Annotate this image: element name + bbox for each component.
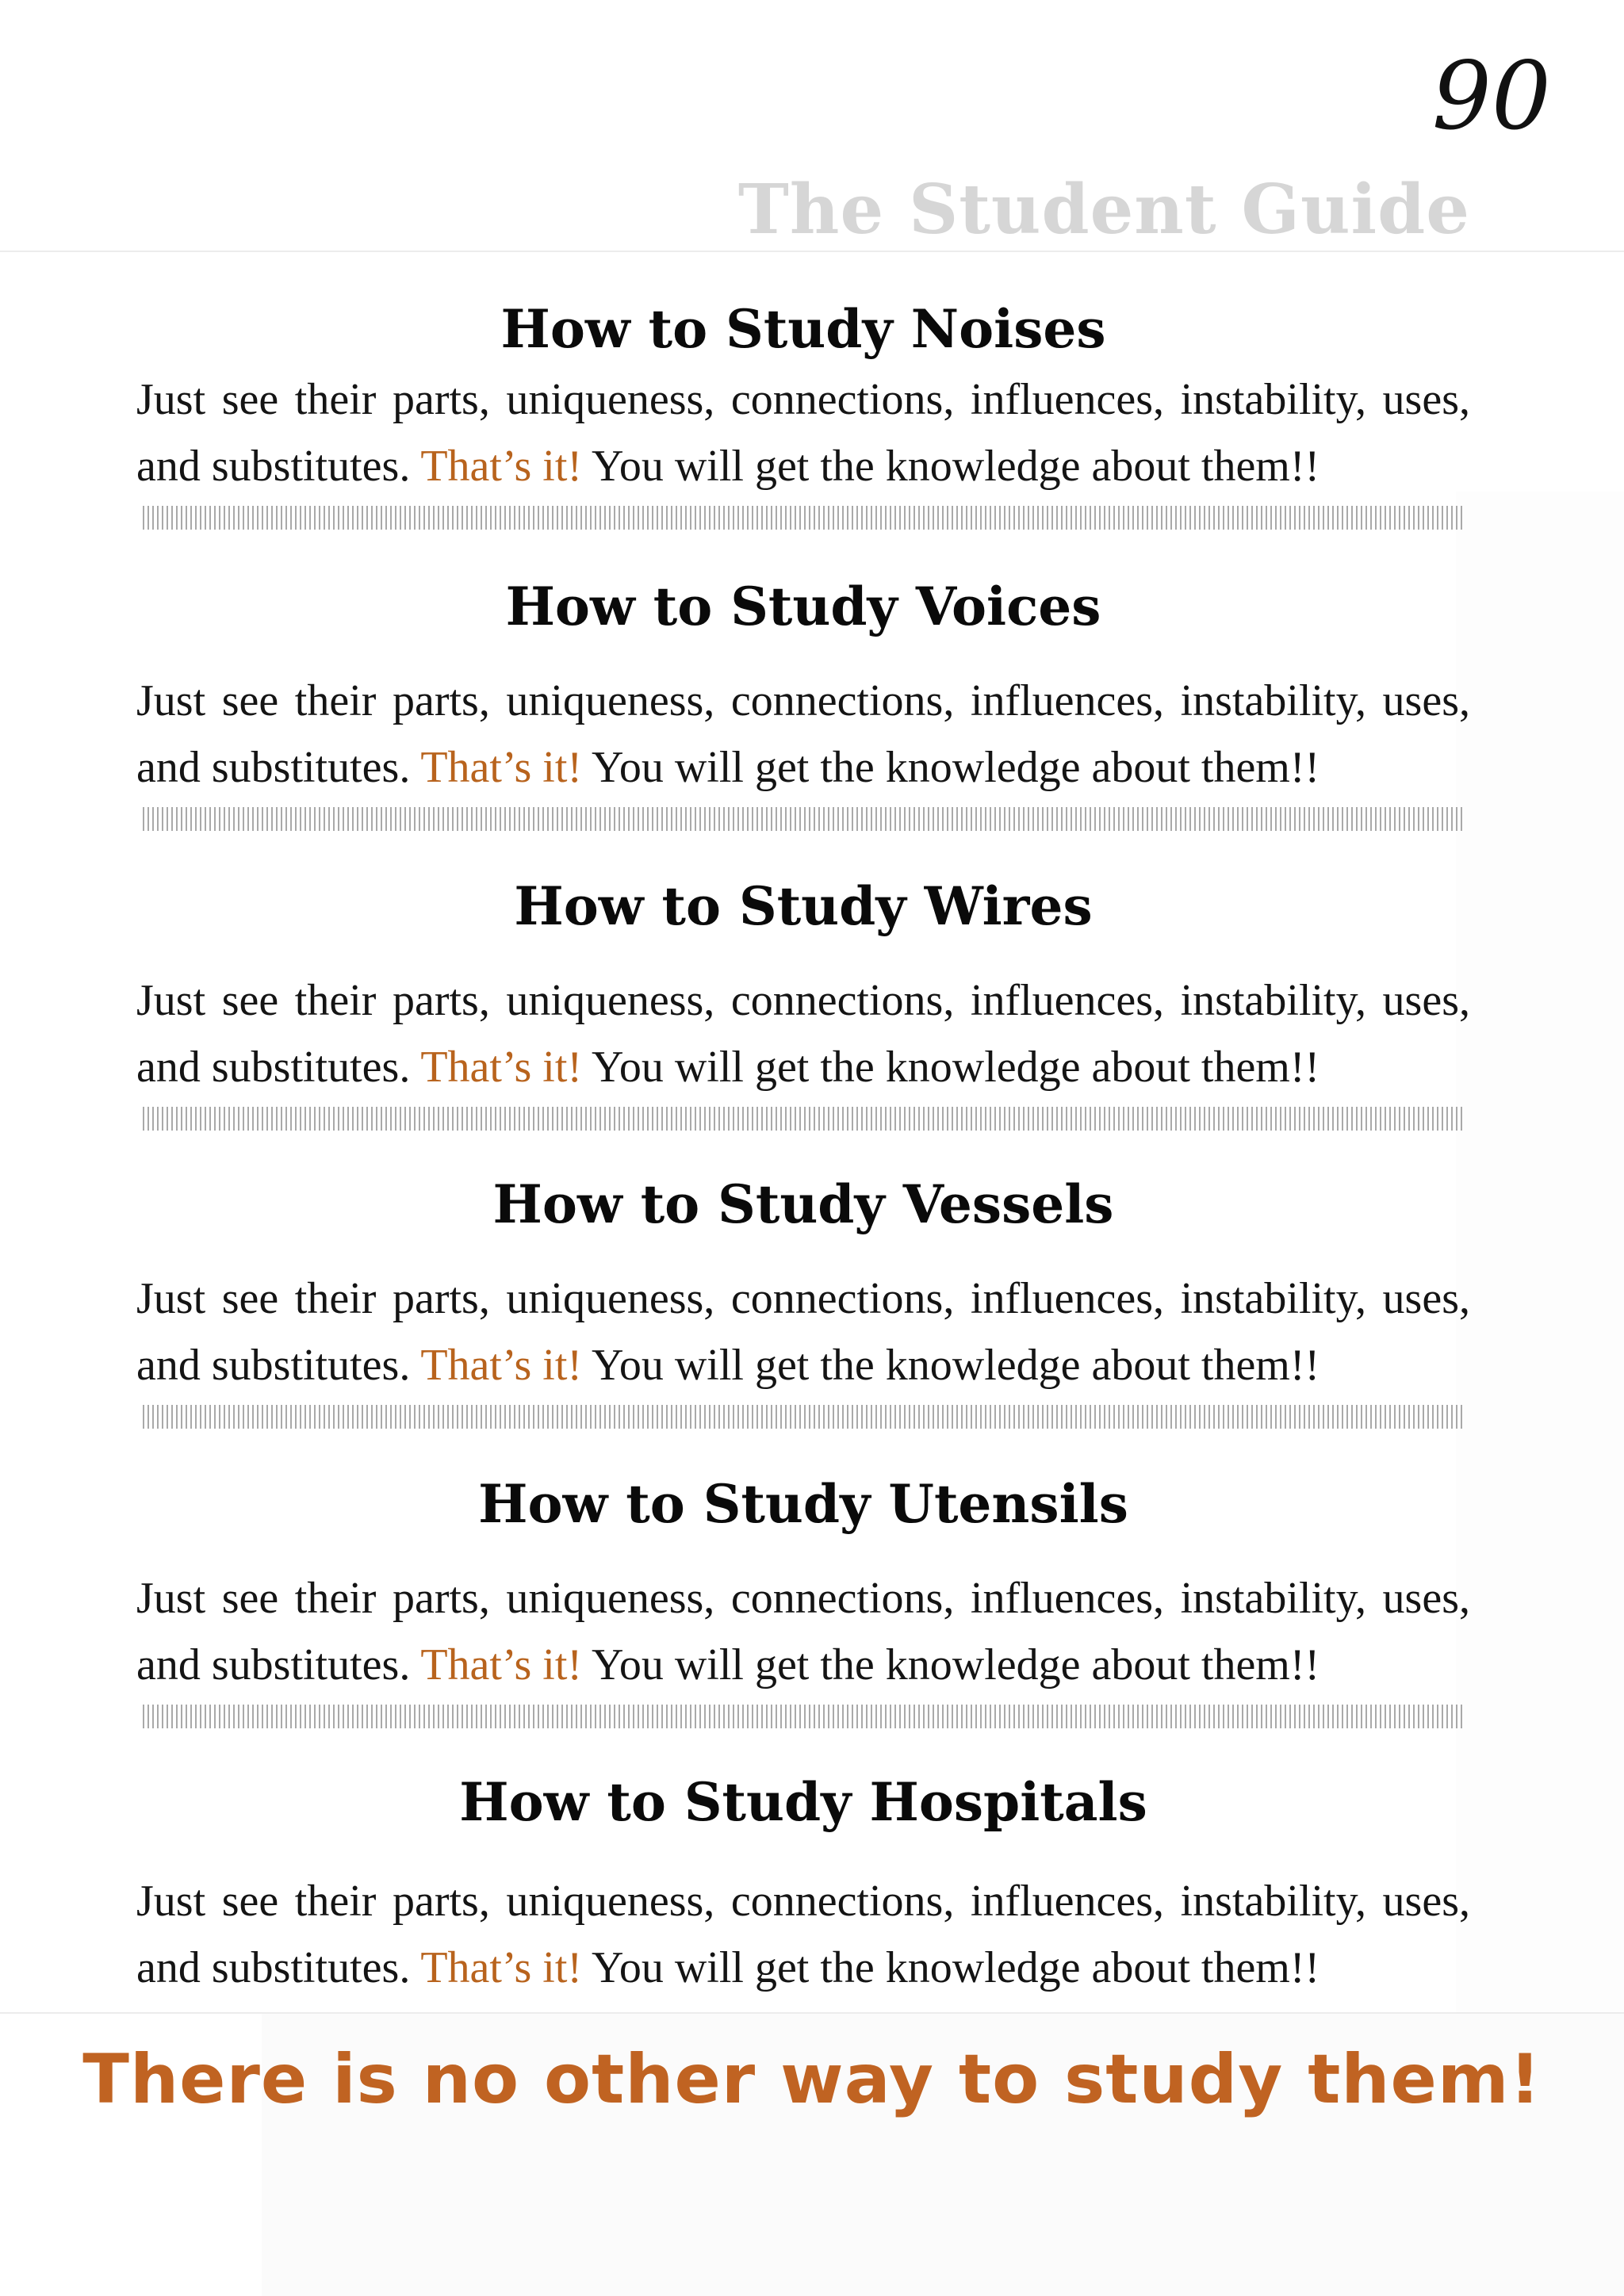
section-hospitals xyxy=(136,1771,1470,2001)
hatched-divider xyxy=(143,807,1465,831)
body-trail: You will get the knowledge about them!! xyxy=(582,1640,1320,1689)
footer-rule xyxy=(0,2012,1624,2014)
body-trail: You will get the knowledge about them!! xyxy=(582,442,1320,491)
section-utensils xyxy=(136,1473,1470,1728)
body-lead: Just see their parts, uniqueness, connections, influences, instability, uses, and substitutes. xyxy=(136,976,1470,1092)
hatched-divider xyxy=(143,1405,1465,1429)
body-lead: Just see their parts, uniqueness, connections, influences, instability, uses, and substitutes. xyxy=(136,1877,1470,1992)
section-body xyxy=(136,967,1470,1100)
section-wires xyxy=(136,875,1470,1131)
body-trail: You will get the knowledge about them!! xyxy=(582,1943,1320,1992)
section-title: How to Study Hospitals xyxy=(459,1771,1147,1833)
body-highlight: That’s it! xyxy=(420,1043,583,1092)
background-strip xyxy=(1456,492,1624,2014)
body-lead: Just see their parts, uniqueness, connections, influences, instability, uses, and substitutes. xyxy=(136,1274,1470,1390)
section-title: How to Study Noises xyxy=(500,298,1106,360)
body-highlight: That’s it! xyxy=(420,1943,583,1992)
hatched-divider xyxy=(143,1107,1465,1131)
section-body xyxy=(136,1265,1470,1399)
section-title: How to Study Vessels xyxy=(492,1173,1114,1235)
section-title: How to Study Utensils xyxy=(478,1473,1128,1535)
section-title: How to Study Voices xyxy=(505,576,1101,637)
body-lead: Just see their parts, uniqueness, connections, influences, instability, uses, and substitutes. xyxy=(136,1574,1470,1689)
page-number: 90 xyxy=(1431,41,1551,151)
body-trail: You will get the knowledge about them!! xyxy=(582,1043,1320,1092)
body-highlight: That’s it! xyxy=(420,1640,583,1689)
running-title: The Student Guide xyxy=(737,170,1470,250)
section-body xyxy=(136,1565,1470,1698)
body-trail: You will get the knowledge about them!! xyxy=(582,1341,1320,1390)
hatched-divider xyxy=(143,1705,1465,1728)
section-voices xyxy=(136,576,1470,831)
body-highlight: That’s it! xyxy=(420,442,583,491)
section-title: How to Study Wires xyxy=(514,875,1093,937)
body-lead: Just see their parts, uniqueness, connections, influences, instability, uses, and substitutes. xyxy=(136,676,1470,792)
body-highlight: That’s it! xyxy=(420,1341,583,1390)
closing-line: There is no other way to study them! xyxy=(82,2040,1542,2119)
section-noises xyxy=(136,298,1470,530)
header-rule xyxy=(0,251,1624,252)
body-highlight: That’s it! xyxy=(420,743,583,792)
section-body xyxy=(136,668,1470,801)
body-trail: You will get the knowledge about them!! xyxy=(582,743,1320,792)
hatched-divider xyxy=(143,506,1465,530)
section-vessels xyxy=(136,1173,1470,1429)
section-body xyxy=(136,1868,1470,2001)
section-body xyxy=(136,366,1470,499)
body-lead: Just see their parts, uniqueness, connections, influences, instability, uses, and substitutes. xyxy=(136,375,1470,491)
